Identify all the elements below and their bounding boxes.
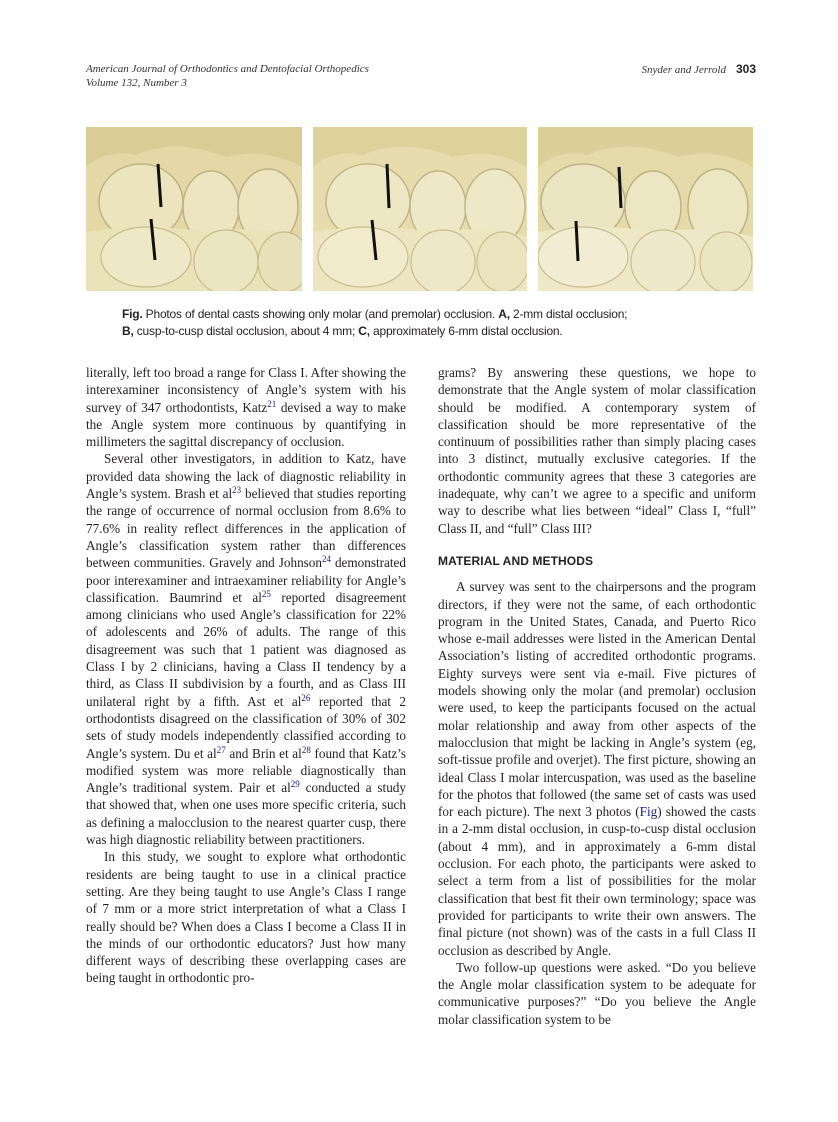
reference-link[interactable]: 24: [321, 554, 331, 565]
section-heading: MATERIAL AND METHODS: [438, 553, 594, 568]
figure-panel-a: [86, 127, 302, 291]
figure-caption: Fig. Photos of dental casts showing only molar (and premolar) occlusion. A, 2-mm distal occlusion; B, cusp-to-cusp distal occlusion, about 4 mm; C, approximately 6-mm distal occlusion.: [122, 307, 628, 338]
author-page: [641, 62, 756, 77]
paragraph: grams? By answering these questions, we hope to demonstrate that the Angle system of molar classification should be modified. A contemporary system of classification should be more representative of the continuum of possibilities rather than simply placing cases into 3 distinct, mutually exclusive categories. If the orthodontic community agrees that these 3 categories are inadequate, why can’t we agree to a specific and uniform way to describe what lies between “ideal” Class I, “full” Class II, and “full” Class III?: [438, 365, 756, 536]
reference-link[interactable]: 25: [261, 588, 271, 599]
paragraph: Several other investigators, in addition to Katz, have provided data showing the lack of diagnostic reliability in Angle’s system. Brash et $al^{23}$ believed that studies reporting the range of occurrence of normal occlusion from 8.6% to 77.6% in reality reflect differences in the application of Angle’s classification system rather than differences between communities. Gravely and Johnson$^{24}$ demonstrated poor interexaminer and intraexaminer reliability for Angle’s classification. Baumrind et $al^{25}$ reported disagreement among clinicians who used Angle’s classification for 22% of adolescents and 26% of adults. The range of this disagreement was such that 1 patient was diagnosed as Class I by 2 clinicians, having a Class II tendency by a third, as Class II subdivision by a fourth, and as Class III unilateral right by a fifth. Ast et $al^{26}$ reported that 2 orthodontists disagreed on the classification of 30% of 302 sets of study models independently classified according to Angle’s system. Du et $al^{27}$ and Brin et $al^{28}$ found that Katz’s modified system was more reliable diagnostically than Angle’s traditional system. Pair et $al^{29}$ conducted a study that showed that, when one uses more specific criteria, such as defining a malocclusion to the nearest quarter cusp, there was high diagnostic reliability between practitioners.: [86, 451, 407, 848]
reference-link[interactable]: 23: [232, 485, 242, 496]
paragraph: literally, left too broad a range for Class I. After showing the interexaminer inconsistency of Angle’s system with his survey of 347 orthodontists, Katz$^{21}$ devised a way to make the Angle system more continuous by quantifying in millimeters the sagittal discrepancy of occlusion.: [86, 365, 406, 450]
journal-title: American Journal of Orthodontics and Dentofacial Orthopedics: [86, 63, 369, 75]
figure-link[interactable]: Fig: [639, 804, 658, 820]
dental-cast-photo-a: [86, 127, 302, 291]
paragraph: In this study, we sought to explore what orthodontic residents are being taught to use in a clinical practice setting. Are they being taught to use Angle’s Class I range of 7 mm or a more strict interpretation of what a Class I really should be? When does a Class I become a Class II in the minds of our orthodontic educators? Just how many different ways of describing these overlapping cases are being taught in orthodontic pro-: [86, 849, 406, 986]
figure-dental-casts: [86, 127, 753, 291]
figure-panel-b: [313, 127, 527, 291]
dental-cast-photo-c: [538, 127, 753, 291]
running-authors: Snyder and Jerrold: [641, 64, 726, 76]
dental-cast-photo-b: [313, 127, 527, 291]
caption-label: Fig.: [122, 307, 143, 321]
reference-link[interactable]: 28: [301, 744, 311, 755]
paragraph: Two follow-up questions were asked. “Do you believe the Angle molar classification system to be adequate for communicative purposes?” “Do you believe the Angle molar classification system to be: [438, 959, 756, 1027]
reference-link[interactable]: 27: [216, 744, 226, 755]
journal-info: [86, 62, 369, 90]
reference-link[interactable]: 29: [290, 779, 300, 790]
reference-link[interactable]: 26: [301, 692, 311, 703]
page-number: 303: [735, 62, 756, 76]
journal-volume: Volume 132, Number 3: [86, 77, 187, 89]
reference-link[interactable]: 21: [267, 398, 277, 409]
right-column: [438, 364, 756, 1028]
left-column: [86, 364, 406, 987]
figure-panel-c: [538, 127, 753, 291]
paragraph: A survey was sent to the chairpersons and the program directors, if they were not the same, of each orthodontic program in the United States, Canada, and Puerto Rico whose e-mail addresses were listed in the American Dental Association’s listing of accredited orthodontic programs. Eighty surveys were sent via e-mail. Five pictures of models showing only the molar (and premolar) occlusion were used, to keep the participants focused on the actual molar relationship and away from other aspects of the malocclusion that might be lacking in Angle’s system (eg, soft-tissue profile and overjet). The first picture, showing an ideal Class I molar intercuspation, was used as the baseline for the photos that followed (the same set of casts was used for each picture). The next 3 photos (Fig) showed the casts in a 2-mm distal occlusion, in cusp-to-cusp distal occlusion (about 4 mm), and in approximately a 6-mm distal occlusion. For each photo, the participants were asked to select a term from a list of possibilities for the molar classification that best fit their own terminology; space was provided for participants to write their own answers. The final picture (not shown) was of the casts in a full Class II occlusion as described by Angle.: [438, 579, 756, 958]
